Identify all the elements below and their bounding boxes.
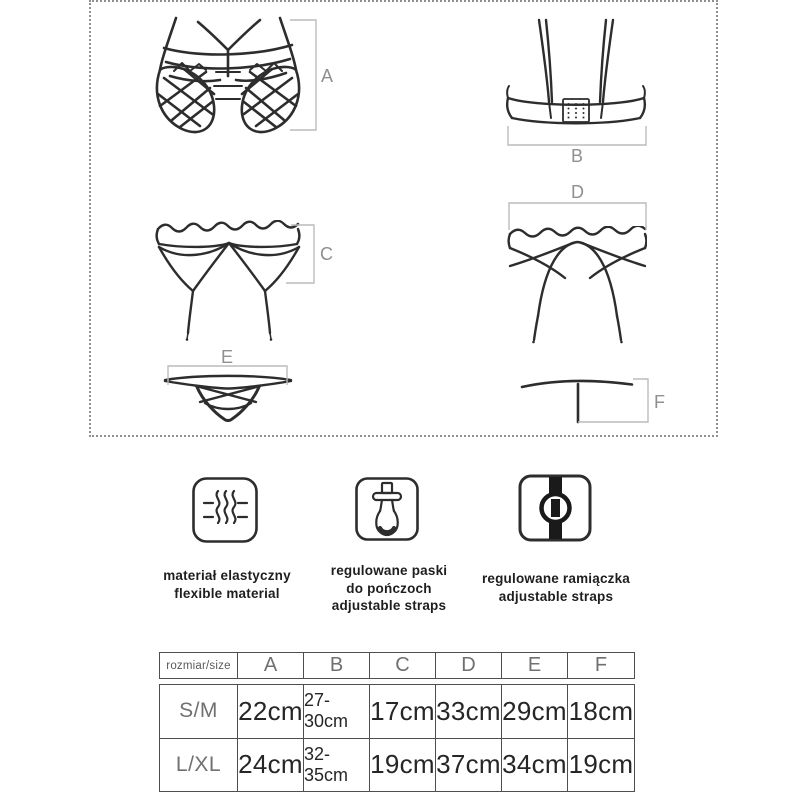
cell-sm-f: 18cm [567, 685, 634, 738]
measure-label-b: B [571, 146, 584, 166]
garter-belt-back-drawing [505, 226, 647, 344]
measure-label-e: E [221, 347, 234, 367]
caption-line: regulowane paski [330, 563, 448, 578]
measure-label-a: A [321, 66, 334, 86]
adjustable-strap-ring-icon [517, 473, 593, 543]
measure-bracket-d [508, 202, 648, 231]
measure-label-f: F [654, 392, 666, 412]
table-corner-label: rozmiar/size [166, 659, 231, 672]
size-table-body [159, 684, 635, 792]
column-header-f: F [567, 653, 634, 678]
caption-line: flexible material [174, 585, 280, 601]
column-header-d: D [435, 653, 501, 678]
row-size-label: L/XL [175, 752, 222, 776]
cell-lxl-d: 37cm [435, 739, 501, 792]
bra-back-drawing [505, 18, 647, 130]
cell-lxl-e: 34cm [501, 739, 567, 792]
cell-lxl-f: 19cm [567, 739, 634, 792]
column-header-a: A [237, 653, 303, 678]
table-row-lxl [160, 738, 634, 792]
measure-bracket-c [285, 224, 316, 285]
cell-lxl-b: 32-35cm [303, 739, 369, 792]
caption-line: adjustable straps [498, 588, 614, 604]
cell-sm-b: 27-30cm [303, 685, 369, 738]
cell-lxl-a: 24cm [237, 739, 303, 792]
caption-line: regulowane ramiączka [481, 571, 631, 586]
column-header-e: E [501, 653, 567, 678]
cell-sm-d: 33cm [435, 685, 501, 738]
elastic-material-icon [191, 476, 259, 544]
cell-sm-c: 17cm [369, 685, 435, 738]
cell-sm-e: 29cm [501, 685, 567, 738]
size-table-header [159, 652, 635, 679]
garter-clip-icon [354, 476, 420, 542]
measure-bracket-b [506, 126, 648, 147]
feature-caption-adjustable-straps [441, 570, 671, 605]
measure-bracket-e [167, 365, 289, 386]
measure-label-d: D [571, 182, 585, 202]
measure-bracket-f [577, 378, 651, 424]
cell-sm-a: 22cm [237, 685, 303, 738]
measure-bracket-a [289, 19, 318, 132]
table-row-sm [160, 685, 634, 738]
measure-label-c: C [320, 244, 334, 264]
bra-front-drawing [150, 14, 306, 138]
caption-line: do pończoch [346, 580, 432, 596]
column-header-c: C [369, 653, 435, 678]
caption-line: materiał elastyczny [163, 568, 291, 583]
caption-line: adjustable straps [331, 598, 447, 613]
column-header-b: B [303, 653, 369, 678]
row-size-label: S/M [179, 699, 218, 723]
cell-lxl-c: 19cm [369, 739, 435, 792]
